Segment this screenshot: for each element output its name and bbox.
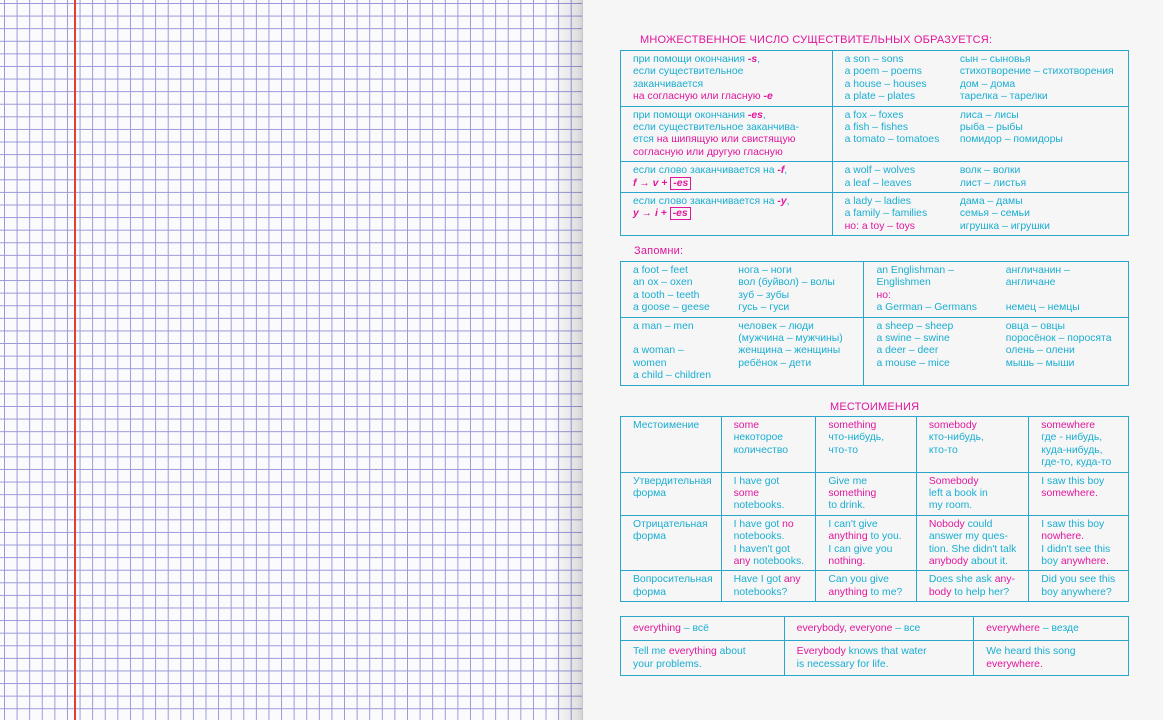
irregular-ru: нога – ноги вол (буйвол) – волы зуб – зубы гусь – гуси [726,262,864,318]
example-ru: волк – волки лист – листья [948,162,1129,193]
example-en: a wolf – wolves a leaf – leaves [832,162,948,193]
irregular-en: a man – men a woman – women a child – children [621,317,727,385]
irregular-ru: англичанин – англичане немец – немцы [994,262,1129,318]
plural-title: МНОЖЕСТВЕННОЕ ЧИСЛО СУЩЕСТВИТЕЛЬНЫХ ОБРАЗУЕТСЯ: [640,34,993,46]
irregular-en: a foot – feet an ox – oxen a tooth – teeth a goose – geese [621,262,727,318]
plural-row-y [621,193,1129,236]
affirmative-row: Утвердительная форма I have got some notebooks. Give me something to drink. Somebody left a book in my room. I saw this boy somewhere. [621,472,1129,515]
plural-row-f [621,162,1129,193]
everybody-cell: everybody, everyone – все [784,617,974,641]
pronoun-somewhere: somewhere где - нибудь, куда-нибудь, где-то, куда-то [1029,417,1129,473]
rule-cell: при помощи окончания -es, если существительное заканчива- ется на шипящую или свистящую согласную или другую гласную [621,106,833,162]
row-header: Утвердительная форма [621,472,722,515]
irregular-ru: овца – овцы поросёнок – поросята олень – олени мышь – мыши [994,317,1129,385]
pronouns-table [620,416,1129,602]
every-table: everything – всё everybody, everyone – все everywhere – везде Tell me everything about your problems. Everybody knows that water is necessary for life. We heard this song everywhere. [620,616,1129,676]
arrow-right-icon: → [641,208,653,220]
margin-line [74,0,76,720]
plural-table [620,50,1129,236]
irregular-en: a sheep – sheep a swine – swine a deer – deer a mouse – mice [864,317,994,385]
arrow-right-icon: → [639,177,650,189]
example-en: a lady – ladies a family – families но: a toy – toys [832,193,948,236]
question-row: Вопросительная форма Have I got any notebooks? Can you give anything to me? Does she ask any- body to help her? Did you see this boy anywhere? [621,571,1129,602]
remember-title: Запомни: [634,245,684,257]
plural-row-s [621,51,1129,107]
irregular-ru: человек – люди (мужчина – мужчины) женщина – женщины ребёнок – дети [726,317,864,385]
example-ru: сын – сыновья стихотворение – стихотворения дом – дома тарелка – тарелки [948,51,1129,107]
row-header: Вопросительная форма [621,571,722,602]
ending-box: -es [670,177,691,190]
negative-row: Отрицательная форма I have got no notebooks. I haven't got any notebooks. I can't give anything to you. I can give you nothing. Nobody could answer my ques- tion. She didn't talk anybody about it. I saw this boy nowhere. I didn't see this boy anywhere. [621,515,1129,571]
remember-table [620,261,1129,386]
notebook-gutter [551,0,583,720]
irregular-en: an Englishman – Englishmen но: a German – Germans [864,262,994,318]
rule-cell: если слово заканчивается на -y, y → i + -es [621,193,833,236]
example-ru: лиса – лисы рыба – рыбы помидор – помидоры [948,106,1129,162]
rule-cell: при помощи окончания -s, если существительное заканчивается на согласную или гласную -e [621,51,833,107]
everything-cell: everything – всё [621,617,785,641]
pronouns-title: МЕСТОИМЕНИЯ [830,401,920,413]
row-header: Местоимение [621,417,722,473]
ending-box: -es [670,207,691,220]
pronoun-some: some некоторое количество [721,417,816,473]
example-ru: дама – дамы семья – семьи игрушка – игрушки [948,193,1129,236]
pronouns-header-row [621,417,1129,473]
example-en: a son – sons a poem – poems a house – houses a plate – plates [832,51,948,107]
everywhere-cell: everywhere – везде [974,617,1129,641]
pronoun-something: something что-нибудь, что-то [816,417,917,473]
row-header: Отрицательная форма [621,515,722,571]
pronoun-somebody: somebody кто-нибудь, кто-то [916,417,1028,473]
example-en: a fox – foxes a fish – fishes a tomato – tomatoes [832,106,948,162]
plural-row-es [621,106,1129,162]
rule-cell: если слово заканчивается на -f, f → v + -es [621,162,833,193]
